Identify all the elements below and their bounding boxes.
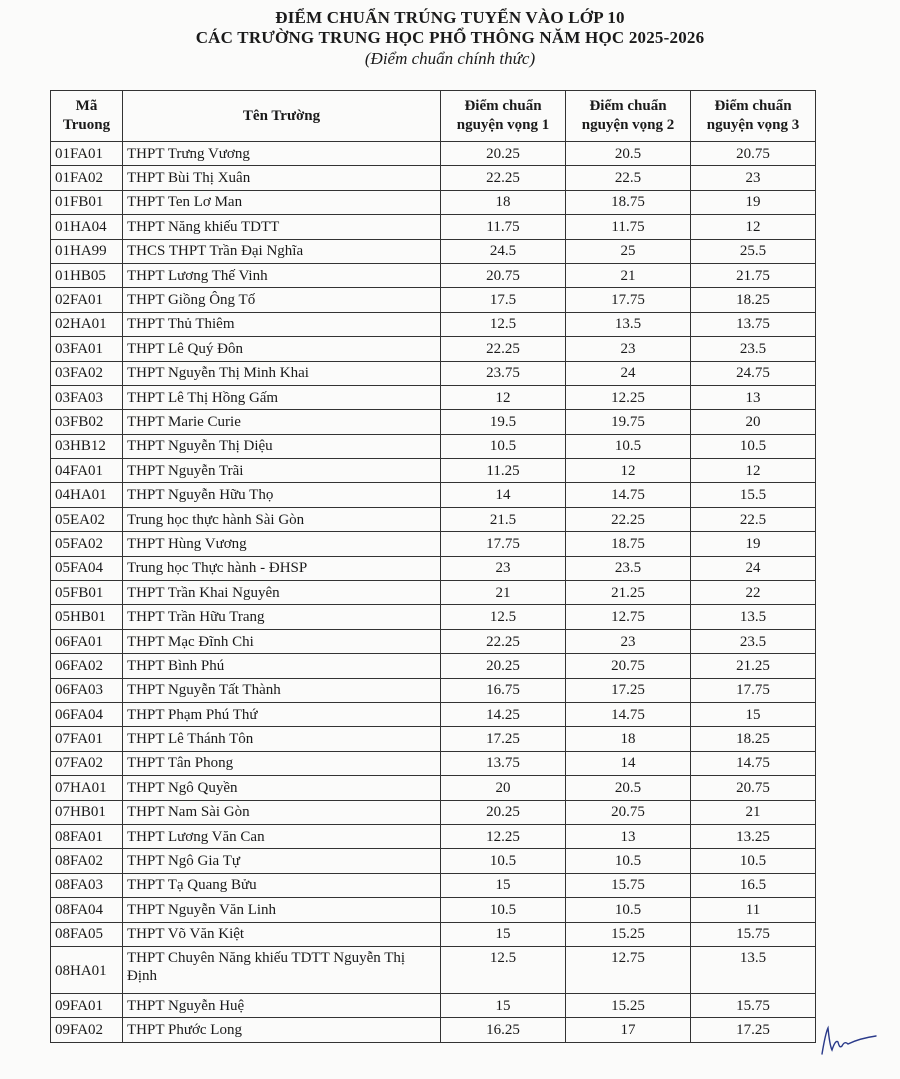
score-nv1-cell: 15 xyxy=(441,993,566,1017)
score-nv2-cell: 12.25 xyxy=(566,385,691,409)
school-code-cell: 08FA04 xyxy=(51,898,123,922)
score-nv1-cell: 15 xyxy=(441,922,566,946)
school-name-cell: THPT Giồng Ông Tố xyxy=(123,288,441,312)
score-nv3-cell: 13.5 xyxy=(691,946,816,993)
score-nv3-cell: 18.25 xyxy=(691,727,816,751)
score-nv1-cell: 12.25 xyxy=(441,824,566,848)
school-name-cell: THPT Nguyễn Thị Diệu xyxy=(123,434,441,458)
score-nv1-cell: 23.75 xyxy=(441,361,566,385)
score-nv1-cell: 22.25 xyxy=(441,337,566,361)
score-nv1-cell: 19.5 xyxy=(441,410,566,434)
score-nv1-cell: 12.5 xyxy=(441,946,566,993)
school-name-cell: THPT Marie Curie xyxy=(123,410,441,434)
school-code-cell: 03FA02 xyxy=(51,361,123,385)
score-nv2-cell: 21.25 xyxy=(566,581,691,605)
score-nv3-cell: 15 xyxy=(691,702,816,726)
score-nv1-cell: 20 xyxy=(441,776,566,800)
school-code-cell: 03HB12 xyxy=(51,434,123,458)
table-row xyxy=(51,581,816,605)
score-nv2-cell: 15.25 xyxy=(566,993,691,1017)
score-nv1-cell: 16.25 xyxy=(441,1018,566,1042)
score-nv2-cell: 21 xyxy=(566,263,691,287)
school-name-cell: THPT Lê Thị Hồng Gấm xyxy=(123,385,441,409)
table-header-row xyxy=(51,91,816,142)
score-nv3-cell: 20.75 xyxy=(691,142,816,166)
score-nv1-cell: 22.25 xyxy=(441,166,566,190)
score-nv2-cell: 20.5 xyxy=(566,142,691,166)
score-nv2-cell: 13 xyxy=(566,824,691,848)
title-line-1: ĐIỂM CHUẨN TRÚNG TUYỂN VÀO LỚP 10 xyxy=(275,8,625,27)
school-name-cell: THPT Trần Hữu Trang xyxy=(123,605,441,629)
school-code-cell: 01HA04 xyxy=(51,215,123,239)
score-nv1-cell: 20.25 xyxy=(441,142,566,166)
school-name-cell: THPT Nguyễn Huệ xyxy=(123,993,441,1017)
school-name-cell: THPT Nguyễn Tất Thành xyxy=(123,678,441,702)
school-code-cell: 08FA01 xyxy=(51,824,123,848)
score-nv1-cell: 14 xyxy=(441,483,566,507)
table-row xyxy=(51,702,816,726)
school-code-cell: 06FA04 xyxy=(51,702,123,726)
school-name-cell: THPT Nguyễn Văn Linh xyxy=(123,898,441,922)
school-name-cell: THPT Ngô Quyền xyxy=(123,776,441,800)
score-nv1-cell: 10.5 xyxy=(441,849,566,873)
score-nv3-cell: 23 xyxy=(691,166,816,190)
school-name-cell: THPT Bình Phú xyxy=(123,654,441,678)
school-code-cell: 05FA04 xyxy=(51,556,123,580)
score-nv2-cell: 13.5 xyxy=(566,312,691,336)
table-row xyxy=(51,605,816,629)
table-row xyxy=(51,654,816,678)
school-code-cell: 01FA01 xyxy=(51,142,123,166)
score-nv3-cell: 12 xyxy=(691,459,816,483)
score-nv2-cell: 23.5 xyxy=(566,556,691,580)
table-row xyxy=(51,142,816,166)
school-code-cell: 02FA01 xyxy=(51,288,123,312)
signature-mark xyxy=(818,1020,878,1060)
score-nv2-cell: 20.75 xyxy=(566,654,691,678)
score-nv3-cell: 21.75 xyxy=(691,263,816,287)
school-code-cell: 03FA01 xyxy=(51,337,123,361)
table-row xyxy=(51,993,816,1017)
score-nv2-cell: 18.75 xyxy=(566,190,691,214)
score-nv3-cell: 17.75 xyxy=(691,678,816,702)
score-nv2-cell: 12.75 xyxy=(566,946,691,993)
table-row xyxy=(51,1018,816,1042)
score-nv3-cell: 18.25 xyxy=(691,288,816,312)
school-name-cell: THPT Nguyễn Hữu Thọ xyxy=(123,483,441,507)
score-nv2-cell: 10.5 xyxy=(566,849,691,873)
table-row xyxy=(51,434,816,458)
table-row xyxy=(51,483,816,507)
table-row xyxy=(51,873,816,897)
school-name-cell: THPT Phước Long xyxy=(123,1018,441,1042)
column-header-name: Tên Trường xyxy=(123,91,441,142)
score-nv2-cell: 25 xyxy=(566,239,691,263)
table-row xyxy=(51,727,816,751)
score-nv3-cell: 23.5 xyxy=(691,337,816,361)
column-header-code xyxy=(51,91,123,142)
school-name-cell: THPT Tạ Quang Bửu xyxy=(123,873,441,897)
score-nv1-cell: 22.25 xyxy=(441,629,566,653)
admission-scores-table xyxy=(50,90,816,1043)
table-row xyxy=(51,922,816,946)
score-nv1-cell: 17.75 xyxy=(441,532,566,556)
score-nv1-cell: 17.5 xyxy=(441,288,566,312)
column-header-nv3 xyxy=(691,91,816,142)
score-nv2-cell: 24 xyxy=(566,361,691,385)
score-nv1-cell: 12.5 xyxy=(441,312,566,336)
score-nv1-cell: 14.25 xyxy=(441,702,566,726)
score-nv2-cell: 17 xyxy=(566,1018,691,1042)
school-name-cell: THPT Lê Quý Đôn xyxy=(123,337,441,361)
score-nv2-cell: 18.75 xyxy=(566,532,691,556)
score-nv3-cell: 12 xyxy=(691,215,816,239)
score-nv3-cell: 15.75 xyxy=(691,922,816,946)
subtitle: (Điểm chuẩn chính thức) xyxy=(364,49,536,68)
document-header xyxy=(0,8,900,70)
table-row xyxy=(51,946,816,993)
school-name-cell: Trung học thực hành Sài Gòn xyxy=(123,507,441,531)
school-code-cell: 07FA02 xyxy=(51,751,123,775)
score-nv3-cell: 21 xyxy=(691,800,816,824)
school-code-cell: 05HB01 xyxy=(51,605,123,629)
score-nv3-cell: 19 xyxy=(691,190,816,214)
score-nv3-cell: 13.75 xyxy=(691,312,816,336)
school-code-cell: 03FA03 xyxy=(51,385,123,409)
table-row xyxy=(51,800,816,824)
school-code-cell: 01FA02 xyxy=(51,166,123,190)
score-nv1-cell: 12.5 xyxy=(441,605,566,629)
score-nv1-cell: 10.5 xyxy=(441,898,566,922)
score-nv3-cell: 14.75 xyxy=(691,751,816,775)
table-row xyxy=(51,678,816,702)
column-header-nv2 xyxy=(566,91,691,142)
school-code-cell: 04FA01 xyxy=(51,459,123,483)
table-row xyxy=(51,410,816,434)
score-nv1-cell: 23 xyxy=(441,556,566,580)
table-row xyxy=(51,385,816,409)
table-row xyxy=(51,361,816,385)
score-nv2-cell: 17.25 xyxy=(566,678,691,702)
school-code-cell: 07HB01 xyxy=(51,800,123,824)
school-name-cell: THPT Nam Sài Gòn xyxy=(123,800,441,824)
score-nv3-cell: 15.75 xyxy=(691,993,816,1017)
score-nv2-cell: 12.75 xyxy=(566,605,691,629)
score-nv2-cell: 15.75 xyxy=(566,873,691,897)
score-nv2-cell: 22.5 xyxy=(566,166,691,190)
score-nv3-cell: 24.75 xyxy=(691,361,816,385)
column-header-nv3-line1: Điểm chuẩn xyxy=(714,98,792,114)
school-name-cell: THPT Bùi Thị Xuân xyxy=(123,166,441,190)
school-code-cell: 01FB01 xyxy=(51,190,123,214)
school-code-cell: 05FB01 xyxy=(51,581,123,605)
table-row xyxy=(51,263,816,287)
school-name-cell: THPT Phạm Phú Thứ xyxy=(123,702,441,726)
score-nv3-cell: 20.75 xyxy=(691,776,816,800)
school-name-cell: THPT Mạc Đĩnh Chi xyxy=(123,629,441,653)
school-name-cell: THPT Trưng Vương xyxy=(123,142,441,166)
school-code-cell: 09FA01 xyxy=(51,993,123,1017)
score-nv2-cell: 14.75 xyxy=(566,483,691,507)
table-row xyxy=(51,849,816,873)
score-nv2-cell: 11.75 xyxy=(566,215,691,239)
score-nv2-cell: 15.25 xyxy=(566,922,691,946)
school-name-cell: THPT Nguyễn Thị Minh Khai xyxy=(123,361,441,385)
table-row xyxy=(51,166,816,190)
score-nv1-cell: 24.5 xyxy=(441,239,566,263)
table-row xyxy=(51,190,816,214)
school-code-cell: 02HA01 xyxy=(51,312,123,336)
score-nv1-cell: 17.25 xyxy=(441,727,566,751)
score-nv2-cell: 19.75 xyxy=(566,410,691,434)
school-code-cell: 07FA01 xyxy=(51,727,123,751)
score-nv3-cell: 22.5 xyxy=(691,507,816,531)
table-row xyxy=(51,824,816,848)
column-header-code-line2: Truong xyxy=(62,117,111,133)
school-name-cell: THPT Ngô Gia Tự xyxy=(123,849,441,873)
school-code-cell: 04HA01 xyxy=(51,483,123,507)
table-row xyxy=(51,239,816,263)
score-nv3-cell: 15.5 xyxy=(691,483,816,507)
table-row xyxy=(51,337,816,361)
column-header-nv2-line2: nguyện vọng 2 xyxy=(581,117,675,133)
school-code-cell: 06FA01 xyxy=(51,629,123,653)
school-code-cell: 05EA02 xyxy=(51,507,123,531)
school-name-cell: THPT Lương Văn Can xyxy=(123,824,441,848)
school-code-cell: 08HA01 xyxy=(51,946,123,993)
school-code-cell: 08FA03 xyxy=(51,873,123,897)
score-nv2-cell: 23 xyxy=(566,629,691,653)
school-name-cell: THPT Năng khiếu TDTT xyxy=(123,215,441,239)
table-body xyxy=(51,142,816,1043)
school-name-cell: THPT Ten Lơ Man xyxy=(123,190,441,214)
school-code-cell: 06FA02 xyxy=(51,654,123,678)
score-nv3-cell: 24 xyxy=(691,556,816,580)
school-code-cell: 01HB05 xyxy=(51,263,123,287)
score-nv1-cell: 20.25 xyxy=(441,800,566,824)
score-nv1-cell: 21.5 xyxy=(441,507,566,531)
school-name-cell: THPT Chuyên Năng khiếu TDTT Nguyễn Thị Định xyxy=(123,946,441,993)
score-nv3-cell: 13.5 xyxy=(691,605,816,629)
column-header-nv2-line1: Điểm chuẩn xyxy=(589,98,667,114)
school-code-cell: 09FA02 xyxy=(51,1018,123,1042)
column-header-nv1-line1: Điểm chuẩn xyxy=(464,98,542,114)
score-nv2-cell: 12 xyxy=(566,459,691,483)
score-nv1-cell: 11.25 xyxy=(441,459,566,483)
school-code-cell: 07HA01 xyxy=(51,776,123,800)
score-nv1-cell: 10.5 xyxy=(441,434,566,458)
school-name-cell: THPT Tân Phong xyxy=(123,751,441,775)
score-nv1-cell: 11.75 xyxy=(441,215,566,239)
score-nv1-cell: 20.25 xyxy=(441,654,566,678)
column-header-nv1 xyxy=(441,91,566,142)
title-line-2: CÁC TRƯỜNG TRUNG HỌC PHỔ THÔNG NĂM HỌC 2025-2026 xyxy=(195,28,705,47)
score-nv3-cell: 21.25 xyxy=(691,654,816,678)
score-nv3-cell: 10.5 xyxy=(691,434,816,458)
school-code-cell: 03FB02 xyxy=(51,410,123,434)
score-nv3-cell: 13 xyxy=(691,385,816,409)
school-name-cell: THPT Nguyễn Trãi xyxy=(123,459,441,483)
score-nv3-cell: 17.25 xyxy=(691,1018,816,1042)
score-nv2-cell: 18 xyxy=(566,727,691,751)
column-header-nv3-line2: nguyện vọng 3 xyxy=(706,117,800,133)
score-nv3-cell: 11 xyxy=(691,898,816,922)
score-nv2-cell: 10.5 xyxy=(566,898,691,922)
score-nv3-cell: 10.5 xyxy=(691,849,816,873)
table-row xyxy=(51,459,816,483)
score-nv3-cell: 19 xyxy=(691,532,816,556)
score-nv2-cell: 17.75 xyxy=(566,288,691,312)
school-name-cell: THPT Võ Văn Kiệt xyxy=(123,922,441,946)
score-nv2-cell: 20.5 xyxy=(566,776,691,800)
score-nv1-cell: 20.75 xyxy=(441,263,566,287)
score-nv2-cell: 23 xyxy=(566,337,691,361)
school-code-cell: 05FA02 xyxy=(51,532,123,556)
score-nv1-cell: 18 xyxy=(441,190,566,214)
score-nv1-cell: 12 xyxy=(441,385,566,409)
school-name-cell: Trung học Thực hành - ĐHSP xyxy=(123,556,441,580)
table-row xyxy=(51,556,816,580)
school-code-cell: 08FA05 xyxy=(51,922,123,946)
table-row xyxy=(51,507,816,531)
table-row xyxy=(51,776,816,800)
table-row xyxy=(51,751,816,775)
score-nv3-cell: 16.5 xyxy=(691,873,816,897)
score-nv1-cell: 21 xyxy=(441,581,566,605)
score-nv3-cell: 22 xyxy=(691,581,816,605)
score-nv3-cell: 13.25 xyxy=(691,824,816,848)
column-header-code-line1: Mã xyxy=(75,98,98,114)
score-nv1-cell: 15 xyxy=(441,873,566,897)
table-row xyxy=(51,629,816,653)
table-row xyxy=(51,288,816,312)
school-code-cell: 01HA99 xyxy=(51,239,123,263)
table-row xyxy=(51,532,816,556)
school-name-cell: THPT Lê Thánh Tôn xyxy=(123,727,441,751)
score-nv2-cell: 20.75 xyxy=(566,800,691,824)
table-row xyxy=(51,312,816,336)
score-nv1-cell: 13.75 xyxy=(441,751,566,775)
score-nv3-cell: 25.5 xyxy=(691,239,816,263)
school-name-cell: THCS THPT Trần Đại Nghĩa xyxy=(123,239,441,263)
column-header-nv1-line2: nguyện vọng 1 xyxy=(456,117,550,133)
score-nv2-cell: 14.75 xyxy=(566,702,691,726)
score-nv1-cell: 16.75 xyxy=(441,678,566,702)
table-row xyxy=(51,898,816,922)
school-name-cell: THPT Lương Thế Vinh xyxy=(123,263,441,287)
score-nv3-cell: 20 xyxy=(691,410,816,434)
school-name-cell: THPT Trần Khai Nguyên xyxy=(123,581,441,605)
score-nv2-cell: 10.5 xyxy=(566,434,691,458)
school-name-cell: THPT Thủ Thiêm xyxy=(123,312,441,336)
school-code-cell: 08FA02 xyxy=(51,849,123,873)
table-row xyxy=(51,215,816,239)
school-name-cell: THPT Hùng Vương xyxy=(123,532,441,556)
score-nv2-cell: 14 xyxy=(566,751,691,775)
score-nv3-cell: 23.5 xyxy=(691,629,816,653)
school-code-cell: 06FA03 xyxy=(51,678,123,702)
score-nv2-cell: 22.25 xyxy=(566,507,691,531)
